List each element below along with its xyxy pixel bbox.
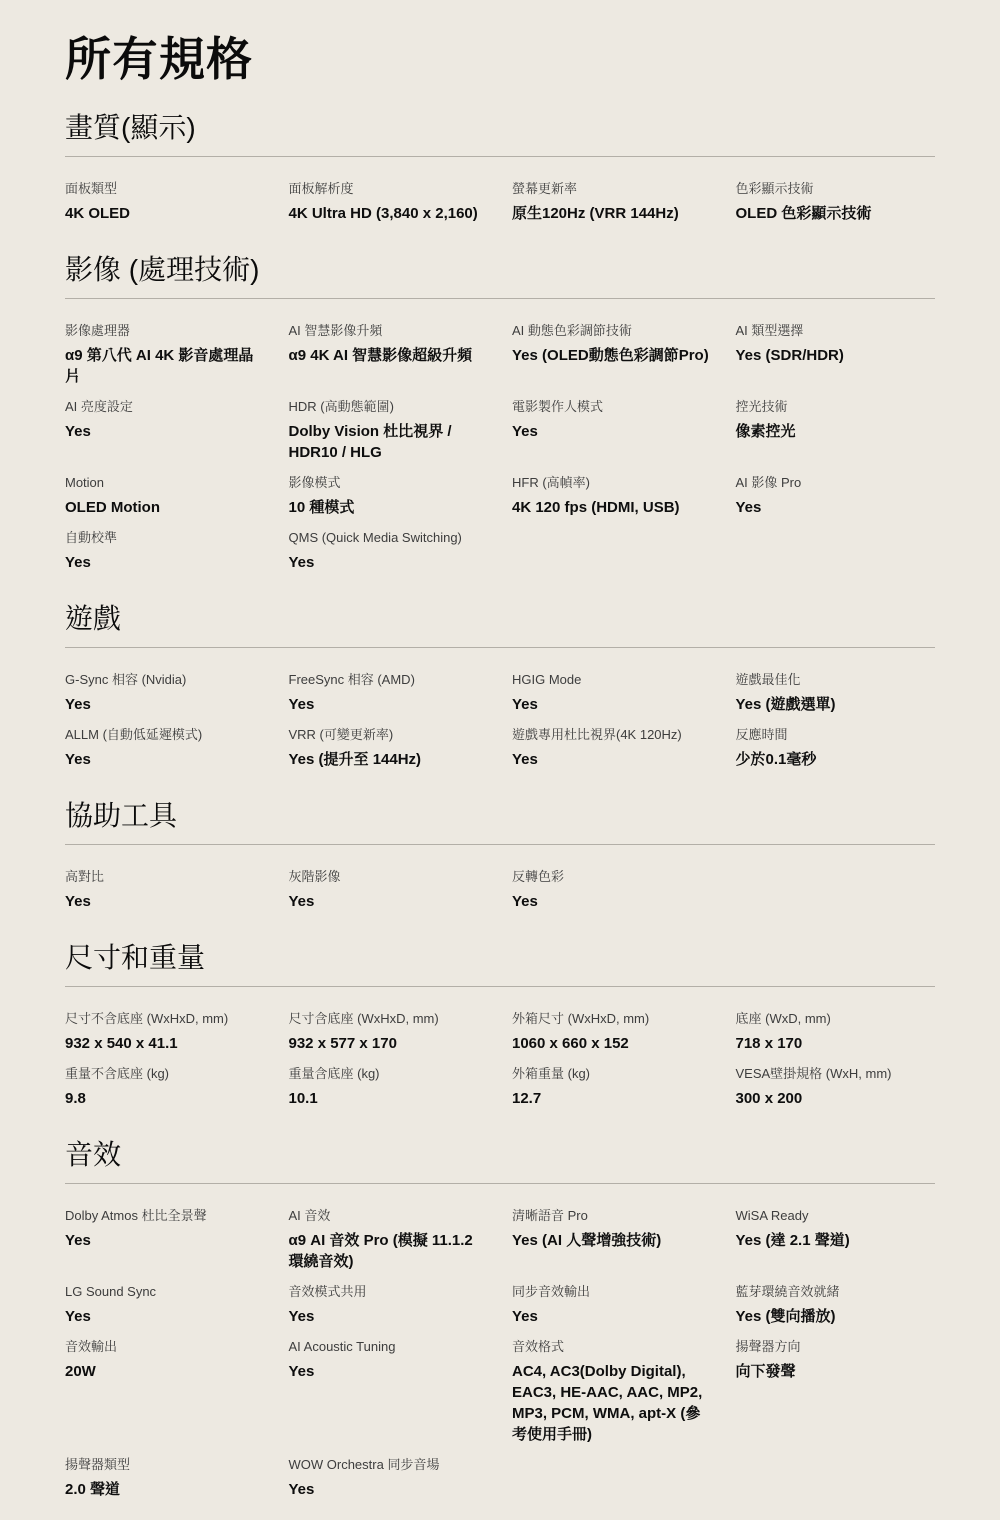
spec-cell xyxy=(289,181,489,224)
spec-cell xyxy=(736,399,936,463)
spec-label: VESA壁掛規格 (WxH, mm) xyxy=(735,1066,892,1081)
spec-value: 向下發聲 xyxy=(735,1363,796,1380)
spec-value: Yes (雙向播放) xyxy=(735,1308,836,1325)
spec-row xyxy=(65,845,935,912)
spec-cell xyxy=(736,727,936,770)
spec-value: α9 AI 音效 Pro (模擬 11.1.2 環繞音效) xyxy=(288,1232,473,1270)
spec-label: G-Sync 相容 (Nvidia) xyxy=(65,672,187,687)
spec-label: 遊戲最佳化 xyxy=(735,672,801,687)
spec-cell xyxy=(289,727,489,770)
section-title: 遊戲 xyxy=(65,603,122,634)
spec-label: 反轉色彩 xyxy=(512,869,565,884)
spec-label: FreeSync 相容 (AMD) xyxy=(288,672,415,687)
spec-cell xyxy=(736,1011,936,1054)
spec-label: 音效輸出 xyxy=(65,1339,118,1354)
spec-row xyxy=(65,1445,935,1500)
section-title: 畫質(顯示) xyxy=(65,112,196,143)
spec-value: 300 x 200 xyxy=(735,1090,803,1107)
spec-value: Yes xyxy=(65,893,91,910)
spec-label: AI 影像 Pro xyxy=(735,475,802,490)
spec-cell xyxy=(65,1457,265,1500)
spec-value: Yes xyxy=(65,423,91,440)
spec-cell xyxy=(512,1339,712,1445)
spec-row xyxy=(65,299,935,387)
spec-cell xyxy=(512,727,712,770)
spec-cell xyxy=(65,1208,265,1272)
spec-label: 揚聲器方向 xyxy=(735,1339,801,1354)
spec-cell xyxy=(289,1066,489,1109)
spec-label: AI 亮度設定 xyxy=(65,399,133,414)
spec-rows xyxy=(65,648,935,770)
page-title: 所有規格 xyxy=(65,33,253,85)
spec-row xyxy=(65,987,935,1054)
spec-section xyxy=(65,940,935,1109)
spec-label: AI 音效 xyxy=(288,1208,331,1223)
spec-label: 同步音效輸出 xyxy=(512,1284,591,1299)
spec-value: Yes xyxy=(512,423,538,440)
spec-value: Yes xyxy=(288,1308,315,1325)
spec-cell xyxy=(289,530,489,573)
spec-value: Yes (SDR/HDR) xyxy=(735,347,844,364)
spec-cell xyxy=(736,323,936,387)
spec-label: Motion xyxy=(65,475,105,490)
spec-label: 音效格式 xyxy=(512,1339,565,1354)
spec-label: AI 動態色彩調節技術 xyxy=(512,323,632,338)
spec-value: Yes xyxy=(65,1308,91,1325)
spec-label: 外箱重量 (kg) xyxy=(512,1066,591,1081)
spec-label: AI Acoustic Tuning xyxy=(288,1339,396,1354)
spec-value: Yes (提升至 144Hz) xyxy=(288,751,422,768)
spec-cell xyxy=(512,1457,712,1500)
spec-value: Yes xyxy=(65,751,91,768)
spec-cell xyxy=(512,1208,712,1272)
spec-cell xyxy=(736,181,936,224)
spec-cell xyxy=(736,1208,936,1272)
spec-cell xyxy=(289,1457,489,1500)
spec-label: 面板解析度 xyxy=(288,181,354,196)
spec-label: 清晰語音 Pro xyxy=(512,1208,588,1223)
spec-rows xyxy=(65,845,935,912)
spec-label: 高對比 xyxy=(65,869,105,884)
spec-cell xyxy=(736,530,936,573)
spec-cell xyxy=(65,1066,265,1109)
spec-label: 音效模式共用 xyxy=(288,1284,367,1299)
spec-cell xyxy=(289,1284,489,1327)
spec-cell xyxy=(289,672,489,715)
spec-cell xyxy=(736,869,936,912)
spec-row xyxy=(65,648,935,715)
spec-cell xyxy=(512,672,712,715)
spec-row xyxy=(65,715,935,770)
spec-cell xyxy=(289,869,489,912)
spec-cell xyxy=(512,323,712,387)
spec-cell xyxy=(65,181,265,224)
spec-value: OLED Motion xyxy=(65,499,160,516)
spec-cell xyxy=(65,672,265,715)
spec-label: 灰階影像 xyxy=(288,869,341,884)
spec-label: HDR (高動態範圍) xyxy=(288,399,394,414)
spec-cell xyxy=(736,1284,936,1327)
spec-value: Yes (達 2.1 聲道) xyxy=(735,1232,850,1249)
spec-label: Dolby Atmos 杜比全景聲 xyxy=(65,1208,207,1223)
spec-cell xyxy=(512,530,712,573)
spec-label: 底座 (WxD, mm) xyxy=(735,1011,831,1026)
spec-value: Yes xyxy=(512,751,538,768)
spec-value: 少於0.1毫秒 xyxy=(735,751,817,768)
spec-label: 自動校準 xyxy=(65,530,118,545)
spec-rows xyxy=(65,299,935,573)
spec-label: 重量含底座 (kg) xyxy=(288,1066,380,1081)
spec-rows xyxy=(65,987,935,1109)
spec-cell xyxy=(65,1284,265,1327)
spec-cell xyxy=(289,1208,489,1272)
spec-label: QMS (Quick Media Switching) xyxy=(288,530,462,545)
spec-value: Yes xyxy=(65,554,91,571)
spec-value: 12.7 xyxy=(512,1090,542,1107)
spec-value: 718 x 170 xyxy=(735,1035,803,1052)
spec-rows xyxy=(65,1184,935,1500)
spec-value: 像素控光 xyxy=(735,423,796,440)
spec-value: Yes xyxy=(288,893,315,910)
spec-cell xyxy=(65,530,265,573)
spec-section xyxy=(65,252,935,573)
spec-row xyxy=(65,1272,935,1327)
spec-label: 尺寸不含底座 (WxHxD, mm) xyxy=(65,1011,229,1026)
spec-label: 重量不含底座 (kg) xyxy=(65,1066,170,1081)
spec-label: 外箱尺寸 (WxHxD, mm) xyxy=(512,1011,650,1026)
spec-label: 色彩顯示技術 xyxy=(735,181,814,196)
spec-value: Yes xyxy=(512,1308,538,1325)
spec-cell xyxy=(512,181,712,224)
spec-value: Yes xyxy=(65,696,91,713)
spec-cell xyxy=(736,1457,936,1500)
spec-cell xyxy=(512,869,712,912)
section-title: 尺寸和重量 xyxy=(65,942,206,973)
spec-label: AI 智慧影像升頻 xyxy=(288,323,383,338)
spec-row xyxy=(65,157,935,224)
spec-row xyxy=(65,1054,935,1109)
spec-value: 2.0 聲道 xyxy=(65,1481,121,1498)
spec-value: OLED 色彩顯示技術 xyxy=(735,205,872,222)
spec-label: 尺寸含底座 (WxHxD, mm) xyxy=(288,1011,439,1026)
spec-label: 藍芽環繞音效就緒 xyxy=(735,1284,840,1299)
spec-value: Yes xyxy=(512,893,538,910)
spec-value: 10.1 xyxy=(288,1090,318,1107)
section-title: 協助工具 xyxy=(65,800,178,831)
spec-cell xyxy=(289,1011,489,1054)
spec-value: 4K Ultra HD (3,840 x 2,160) xyxy=(288,205,478,222)
spec-cell xyxy=(65,727,265,770)
spec-section xyxy=(65,110,935,224)
spec-value: 1060 x 660 x 152 xyxy=(512,1035,629,1052)
spec-cell xyxy=(736,1066,936,1109)
spec-label: 電影製作人模式 xyxy=(512,399,604,414)
spec-value: 原生120Hz (VRR 144Hz) xyxy=(512,205,679,222)
spec-cell xyxy=(512,1066,712,1109)
spec-label: WOW Orchestra 同步音場 xyxy=(288,1457,440,1472)
spec-value: Yes xyxy=(735,499,762,516)
spec-value: Yes (遊戲選單) xyxy=(735,696,836,713)
spec-label: 面板類型 xyxy=(65,181,118,196)
spec-value: Yes (OLED動態色彩調節Pro) xyxy=(512,347,709,364)
spec-value: Yes xyxy=(288,1363,315,1380)
spec-cell xyxy=(512,475,712,518)
spec-value: Yes xyxy=(288,696,315,713)
spec-value: Dolby Vision 杜比視界 / HDR10 / HLG xyxy=(288,423,452,461)
spec-cell xyxy=(289,1339,489,1445)
spec-value: Yes xyxy=(288,554,315,571)
spec-value: AC4, AC3(Dolby Digital), EAC3, HE-AAC, AAC, MP2, MP3, PCM, WMA, apt-X (參考使用手冊) xyxy=(512,1363,703,1443)
spec-value: 9.8 xyxy=(65,1090,86,1107)
spec-cell xyxy=(65,475,265,518)
spec-value: α9 第八代 AI 4K 影音處理晶片 xyxy=(65,347,254,385)
spec-value: α9 4K AI 智慧影像超級升頻 xyxy=(288,347,473,364)
spec-cell xyxy=(65,1011,265,1054)
spec-section xyxy=(65,601,935,770)
spec-label: AI 類型選擇 xyxy=(735,323,804,338)
spec-value: 4K OLED xyxy=(65,205,131,222)
section-title: 影像 (處理技術) xyxy=(65,254,260,285)
spec-cell xyxy=(736,672,936,715)
spec-value: Yes xyxy=(288,1481,315,1498)
spec-cell xyxy=(512,399,712,463)
spec-value: Yes xyxy=(512,696,538,713)
spec-value: 932 x 577 x 170 xyxy=(288,1035,397,1052)
spec-value: 10 種模式 xyxy=(288,499,355,516)
spec-label: 影像模式 xyxy=(288,475,341,490)
spec-value: 932 x 540 x 41.1 xyxy=(65,1035,178,1052)
spec-label: VRR (可變更新率) xyxy=(288,727,394,742)
spec-label: HFR (高幀率) xyxy=(512,475,590,490)
spec-section xyxy=(65,1137,935,1500)
spec-value: Yes xyxy=(65,1232,91,1249)
spec-cell xyxy=(65,1339,265,1445)
spec-cell xyxy=(65,869,265,912)
spec-label: 控光技術 xyxy=(735,399,788,414)
spec-label: WiSA Ready xyxy=(735,1208,809,1223)
spec-label: LG Sound Sync xyxy=(65,1284,157,1299)
spec-cell xyxy=(289,475,489,518)
spec-label: 反應時間 xyxy=(735,727,788,742)
spec-cell xyxy=(65,399,265,463)
spec-label: 揚聲器類型 xyxy=(65,1457,131,1472)
spec-cell xyxy=(736,475,936,518)
spec-label: HGIG Mode xyxy=(512,672,582,687)
spec-row xyxy=(65,387,935,463)
spec-cell xyxy=(736,1339,936,1445)
spec-value: 20W xyxy=(65,1363,96,1380)
spec-cell xyxy=(512,1011,712,1054)
spec-row xyxy=(65,1327,935,1445)
section-title: 音效 xyxy=(65,1139,122,1170)
spec-row xyxy=(65,463,935,518)
spec-sections-container xyxy=(65,110,935,1500)
spec-rows xyxy=(65,157,935,224)
spec-label: 遊戲專用杜比視界(4K 120Hz) xyxy=(512,727,682,742)
spec-section xyxy=(65,798,935,912)
spec-cell xyxy=(65,323,265,387)
spec-label: 螢幕更新率 xyxy=(512,181,578,196)
spec-cell xyxy=(289,399,489,463)
spec-label: 影像處理器 xyxy=(65,323,131,338)
spec-row xyxy=(65,1184,935,1272)
spec-cell xyxy=(512,1284,712,1327)
spec-value: 4K 120 fps (HDMI, USB) xyxy=(512,499,680,516)
spec-row xyxy=(65,518,935,573)
spec-cell xyxy=(289,323,489,387)
spec-value: Yes (AI 人聲增強技術) xyxy=(512,1232,662,1249)
spec-label: ALLM (自動低延遲模式) xyxy=(65,727,203,742)
